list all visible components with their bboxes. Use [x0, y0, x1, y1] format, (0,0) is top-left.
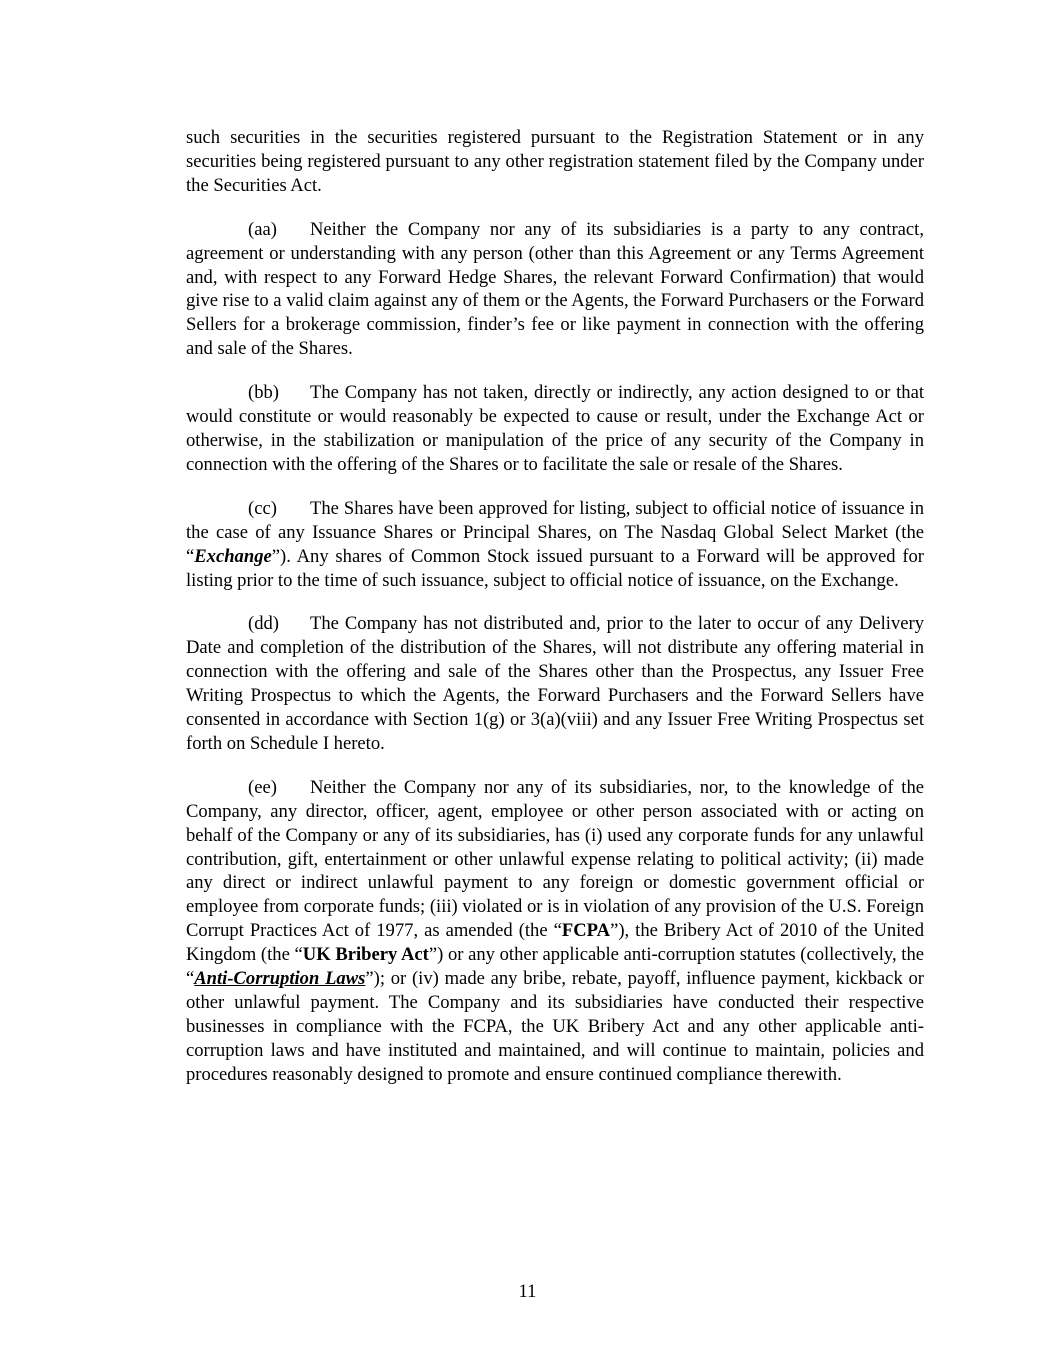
defined-term-exchange: Exchange [194, 545, 272, 567]
paragraph-text: ”). Any shares of Common Stock issued pursuant to a Forward will be approved for listing prior to the time of such issuance, subject to official notice of issuance, on the Exchange. [186, 545, 924, 591]
paragraph-label: (bb) [248, 382, 279, 404]
paragraph-ee [186, 776, 924, 1087]
paragraph-cc [186, 497, 924, 593]
paragraph-bb [186, 381, 924, 477]
paragraph-text: The Company has not distributed and, prior to the later to occur of any Delivery Date and completion of the distribution of the Shares, will not distribute any offering material in connection with the offering and sale of the Shares other than the Prospectus, any Issuer Free Writing Prospectus to which the Agents, the Forward Purchasers and the Forward Sellers have consented in accordance with Section 1(g) or 3(a)(viii) and any Issuer Free Writing Prospectus set forth on Schedule I hereto. [186, 613, 924, 754]
page-number: 11 [518, 1281, 537, 1302]
paragraph-aa [186, 218, 924, 361]
paragraph-text: Neither the Company nor any of its subsidiaries is a party to any contract, agreement or understanding with any person (other than this Agreement or any Terms Agreement and, with respect to any Forward Hedge Shares, the relevant Forward Confirmation) that would give rise to a valid claim against any of them or the Agents, the Forward Purchasers or the Forward Sellers for a brokerage commission, finder’s fee or like payment in connection with the offering and sale of the Shares. [186, 218, 924, 360]
defined-term-uk-bribery-act: UK Bribery Act [302, 944, 429, 966]
paragraph-text: The Company has not taken, directly or indirectly, any action designed to or that would constitute or would reasonably be expected to cause or result, under the Exchange Act or otherwise, in the stabilization or manipulation of the price of any security of the Company in connection with the offering of the Shares or to facilitate the sale or resale of the Shares. [186, 382, 924, 475]
paragraph-text: ”), the Bribery Act of 2010 of the United Kingdom (the “ [186, 920, 924, 966]
paragraph-label: (ee) [248, 776, 277, 798]
paragraph-label: (aa) [248, 218, 277, 240]
body-text [186, 126, 924, 1107]
paragraph-dd [186, 612, 924, 755]
paragraph-text: ”); or (iv) made any bribe, rebate, payoff, influence payment, kickback or other unlawful payment. The Company and its subsidiaries have conducted their respective businesses in compliance with the FCPA, the UK Bribery Act and any other applicable anti-corruption laws and have instituted and maintained, and will continue to maintain, policies and procedures reasonably designed to promote and ensure continued compliance therewith. [186, 968, 924, 1085]
continuation-paragraph: such securities in the securities registered pursuant to the Registration Statement or in any securities being registered pursuant to any other registration statement filed by the Company under the Securities Act. [186, 127, 924, 196]
paragraph-text: The Shares have been approved for listing, subject to official notice of issuance in the case of any Issuance Shares or Principal Shares, on The Nasdaq Global Select Market (the “ [186, 497, 924, 567]
paragraph-text: Neither the Company nor any of its subsidiaries, nor, to the knowledge of the Company, any director, officer, agent, employee or other person associated with or acting on behalf of the Company or any of its subsidiaries, has (i) used any corporate funds for any unlawful contribution, gift, entertainment or other unlawful expense relating to political activity; (ii) made any direct or indirect unlawful payment to any foreign or domestic government official or employee from corporate funds; (iii) violated or is in violation of any provision of the U.S. Foreign Corrupt Practices Act of 1977, as amended (the “ [186, 776, 924, 942]
defined-term-fcpa: FCPA [561, 920, 611, 942]
paragraph-label: (cc) [248, 497, 277, 519]
defined-term-anti-corruption-laws: Anti-Corruption Laws [194, 968, 366, 990]
paragraph-label: (dd) [248, 613, 279, 635]
paragraph-text: ”) or any other applicable anti-corruption statutes (collectively, the “ [186, 944, 925, 990]
